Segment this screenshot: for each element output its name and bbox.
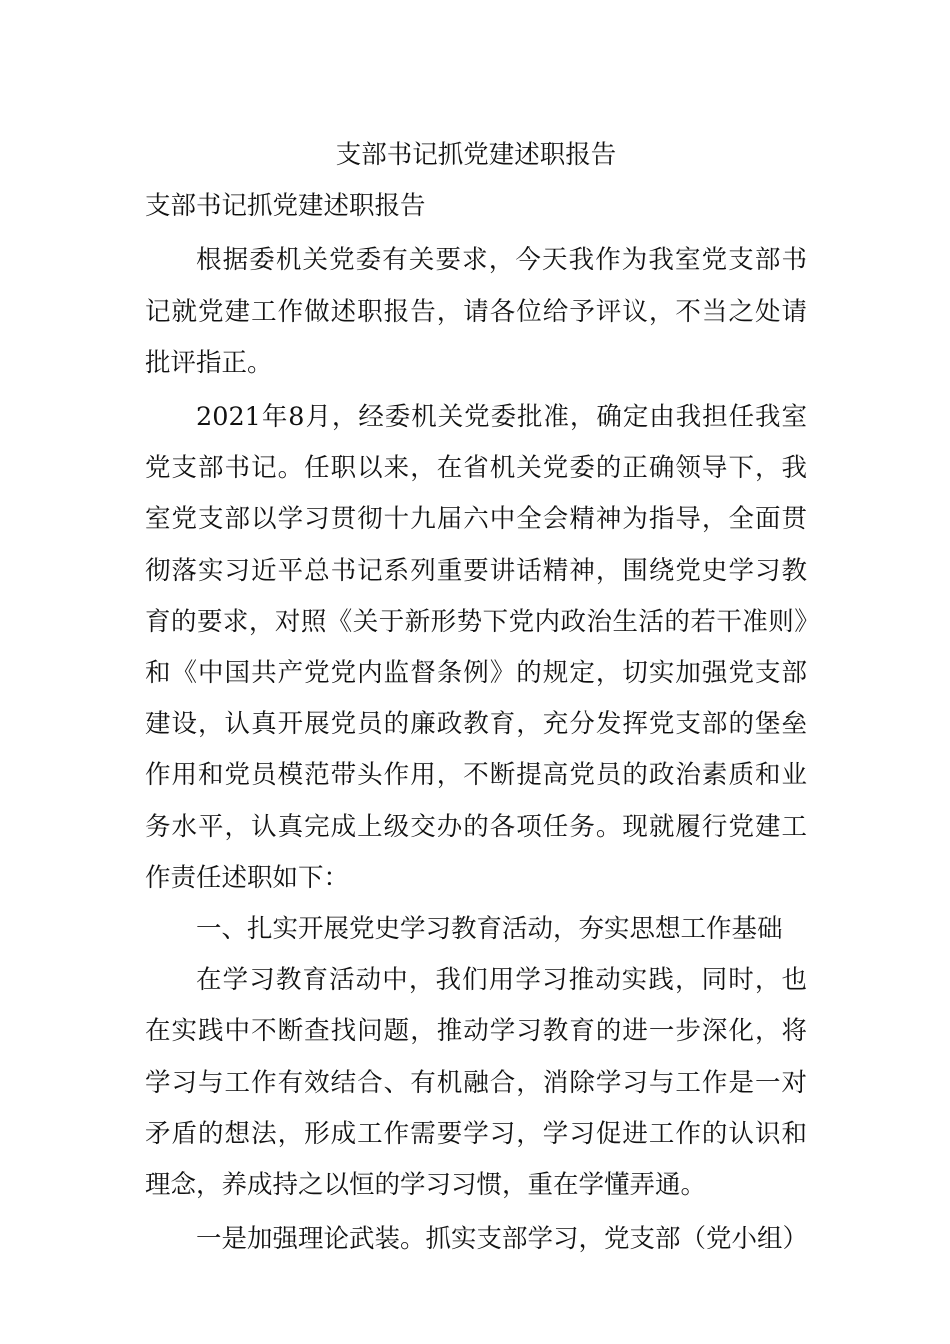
paragraph-appointment: 2021年8月，经委机关党委批准，确定由我担任我室党支部书记。任职以来，在省机关党委的正确领导下，我室党支部以学习贯彻十九届六中全会精神为指导，全面贯彻落实习近平总书记系列重要讲话精神，围绕党史学习教育的要求，对照《关于新形势下党内政治生活的若干准则》和《中国共产党党内监督条例》的规定，切实加强党支部建设，认真开展党员的廉政教育，充分发挥党支部的堡垒作用和党员模范带头作用，不断提高党员的政治素质和业务水平，认真完成上级交办的各项任务。现就履行党建工作责任述职如下： [145, 402, 807, 893]
document-title: 支部书记抓党建述职报告 [335, 140, 617, 170]
paragraph-theory: 一是加强理论武装。抓实支部学习，党支部（党小组） [196, 1224, 809, 1255]
paragraph-study-practice: 在学习教育活动中，我们用学习推动实践，同时，也在实践中不断查找问题，推动学习教育的进一步深化，将学习与工作有效结合、有机融合，消除学习与工作是一对矛盾的想法，形成工作需要学习，学习促进工作的认识和理念，养成持之以恒的学习习惯，重在学懂弄通。 [145, 965, 807, 1201]
paragraph-intro: 根据委机关党委有关要求，今天我作为我室党支部书记就党建工作做述职报告，请各位给予评议，不当之处请批评指正。 [145, 245, 807, 378]
document-body [145, 130, 807, 1265]
document-subtitle: 支部书记抓党建述职报告 [145, 191, 426, 222]
section-heading-1: 一、扎实开展党史学习教育活动，夯实思想工作基础 [196, 914, 783, 945]
